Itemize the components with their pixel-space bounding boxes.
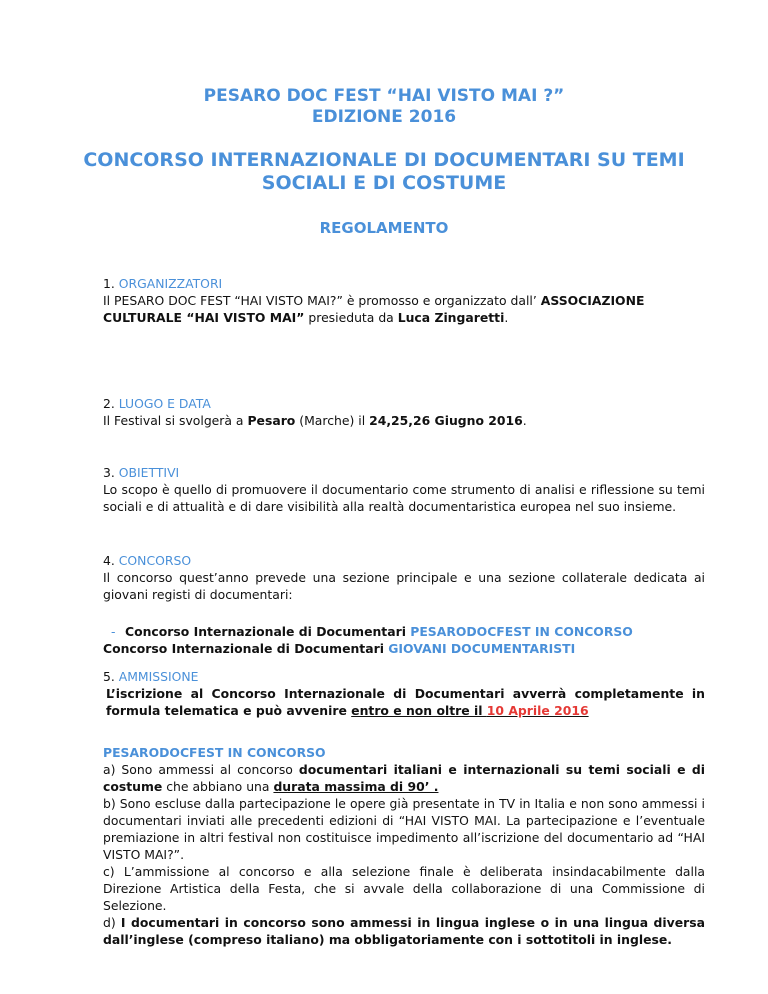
list-item <box>103 623 705 640</box>
text-bold: I documentari in concorso sono ammessi in lingua inglese o in una lingua diversa dall’inglese (compreso italiano) ma obbligatoriamente con i sottotitoli in inglese. <box>103 915 706 947</box>
festival-dates: 24,25,26 Giugno 2016 <box>369 413 523 428</box>
text-run: d) <box>103 915 121 930</box>
section-title: LUOGO E DATA <box>118 396 211 411</box>
section-title: CONCORSO <box>118 553 192 568</box>
list-item-highlight: PESARODOCFEST IN CONCORSO <box>410 624 633 639</box>
text-run: Il Festival si svolgerà a <box>103 413 248 428</box>
concorso-list <box>103 623 705 657</box>
association-name: ASSOCIAZIONE CULTURALE “HAI VISTO MAI” <box>103 293 645 325</box>
title-line-4: SOCIALI E DI COSTUME <box>261 172 507 194</box>
deadline-date: 10 Aprile 2016 <box>486 703 589 718</box>
section-title: ORGANIZZATORI <box>118 276 223 291</box>
subsection-heading: PESARODOCFEST IN CONCORSO <box>103 745 326 760</box>
section-number: 1. <box>103 276 119 291</box>
paragraph-b: b) Sono escluse dalla partecipazione le opere già presentate in TV in Italia e non sono ammessi i documentari inviati alle precedenti edizioni di “HAI VISTO MAI. La partecipazione e l’eventuale premiazione in altri festival non costituisce impedimento all’iscrizione del documentario ad “HAI VISTO MAI?”. <box>103 796 705 862</box>
paragraph-d <box>103 914 705 948</box>
section-text: Lo scopo è quello di promuovere il documentario come strumento di analisi e riflessione su temi sociali e di attualità e di dare visibilità alla realtà documentaristica europea nel suo insieme. <box>103 482 705 514</box>
section-luogo-data <box>103 395 705 429</box>
text-run: a) Sono ammessi al concorso <box>103 762 299 777</box>
text-run: . <box>522 413 527 428</box>
text-run: . <box>504 310 509 325</box>
section-concorso <box>103 552 705 603</box>
section-number: 2. <box>103 396 119 411</box>
section-ammissione <box>103 668 705 719</box>
title-line-1: PESARO DOC FEST “HAI VISTO MAI ?” <box>203 86 565 106</box>
paragraph-c: c) L’ammissione al concorso e alla selezione finale è deliberata insindacabilmente dalla Direzione Artistica della Festa, che si avvale della collaborazione di una Commissione di Selezione. <box>103 864 705 913</box>
list-item <box>103 640 705 657</box>
text-bold: documentari italiani e internazionali su temi sociali e di costume <box>103 762 705 794</box>
section-text <box>103 685 705 719</box>
section-organizzatori <box>103 275 705 326</box>
section-heading <box>103 275 705 292</box>
list-item-text: Concorso Internazionale di Documentari <box>103 641 389 656</box>
text-run: presieduta da <box>304 310 398 325</box>
dash-bullet: - <box>111 624 116 639</box>
section-heading <box>103 464 705 481</box>
paragraph-a <box>103 761 705 795</box>
title-line-3: CONCORSO INTERNAZIONALE DI DOCUMENTARI SU TEMI <box>83 149 685 171</box>
text-run: Il PESARO DOC FEST “HAI VISTO MAI?” è promosso e organizzato dall’ <box>103 293 541 308</box>
section-number: 5. <box>103 669 119 684</box>
section-heading <box>103 552 705 569</box>
section-obiettivi <box>103 464 705 515</box>
section-title: OBIETTIVI <box>118 465 180 480</box>
section-text <box>103 292 705 326</box>
section-pesarodocfest <box>103 744 705 948</box>
section-text: Il concorso quest’anno prevede una sezione principale e una sezione collaterale dedicata ai giovani registi di documentari: <box>103 570 705 602</box>
text-run: (Marche) il <box>295 413 370 428</box>
regolamento-heading: REGOLAMENTO <box>319 219 449 237</box>
list-item-text: Concorso Internazionale di Documentari <box>125 624 411 639</box>
deadline-label: entro e non oltre il <box>351 703 487 718</box>
president-name: Luca Zingaretti <box>397 310 505 325</box>
section-heading <box>103 668 705 685</box>
section-title: AMMISSIONE <box>118 669 199 684</box>
max-duration: durata massima di 90’ . <box>273 779 439 794</box>
list-item-highlight: GIOVANI DOCUMENTARISTI <box>388 641 576 656</box>
section-text <box>103 412 705 429</box>
text-run: che abbiano una <box>162 779 274 794</box>
city-name: Pesaro <box>247 413 296 428</box>
section-number: 4. <box>103 553 119 568</box>
title-line-2: EDIZIONE 2016 <box>311 107 457 127</box>
text-run: L’iscrizione al Concorso Internazionale di Documentari avverrà completamente in formula telematica e può avvenire <box>106 686 705 718</box>
section-number: 3. <box>103 465 119 480</box>
section-heading <box>103 395 705 412</box>
